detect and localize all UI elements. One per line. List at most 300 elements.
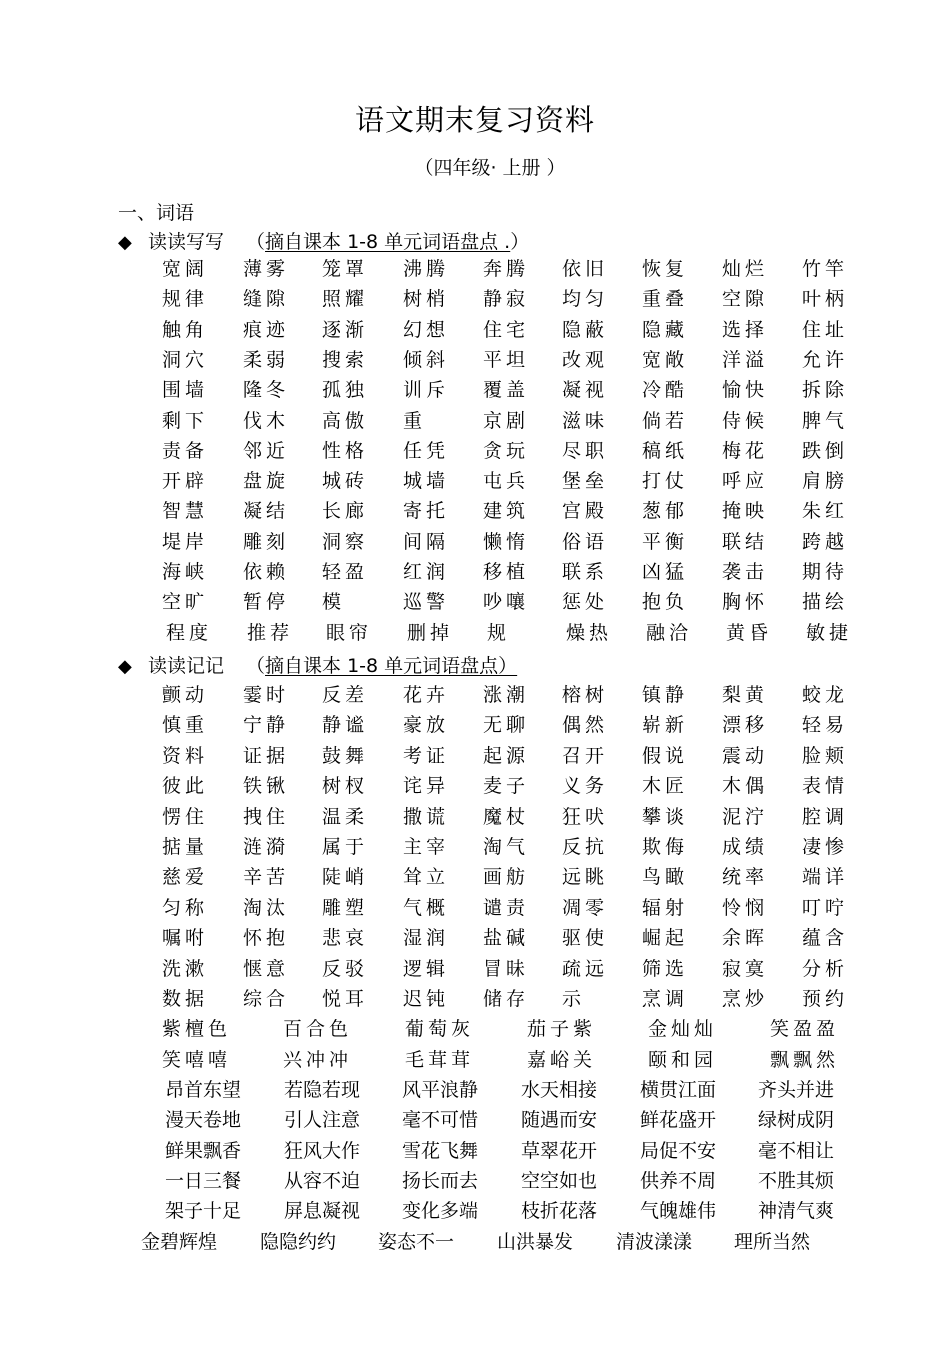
- word-cell: 堤岸: [162, 530, 209, 553]
- word-cell: 气魄雄伟: [640, 1200, 717, 1223]
- word-cell: 规律: [162, 288, 209, 311]
- word-cell: 隐隐约约: [260, 1230, 337, 1253]
- word-cell: 榕树: [562, 684, 609, 706]
- word-row: [0, 1136, 950, 1166]
- word-cell: 涨潮: [483, 684, 530, 706]
- word-cell: 删掉: [407, 621, 454, 644]
- word-row: [0, 254, 950, 284]
- word-cell: 召开: [562, 744, 609, 767]
- word-cell: 肩膀: [802, 470, 849, 493]
- word-cell: 住址: [802, 318, 849, 341]
- word-cell: 引人注意: [284, 1109, 361, 1132]
- word-row: [0, 496, 950, 526]
- word-cell: 悲哀: [322, 927, 369, 950]
- word-cell: 燥热: [566, 621, 613, 644]
- word-cell: 凝视: [562, 379, 609, 402]
- word-cell: 惩处: [562, 591, 609, 614]
- word-cell: 预约: [802, 988, 849, 1010]
- word-cell: 金碧辉煌: [141, 1230, 218, 1253]
- word-cell: 轻易: [802, 714, 849, 737]
- word-cell: 洋溢: [722, 348, 769, 371]
- word-cell: 训斥: [403, 379, 450, 402]
- word-cell: 任凭: [403, 439, 450, 462]
- word-cell: 打仗: [642, 470, 689, 493]
- word-cell: 鼓舞: [322, 744, 369, 767]
- word-cell: 眼帘: [326, 621, 373, 644]
- word-row: [0, 923, 950, 953]
- word-cell: 豪放: [403, 714, 450, 737]
- section-source-open: （: [246, 655, 266, 677]
- word-cell: 水天相接: [521, 1079, 598, 1101]
- word-cell: 攀谈: [642, 805, 689, 828]
- word-cell: 齐头并进: [758, 1079, 835, 1101]
- word-cell: 轻盈: [322, 561, 369, 583]
- word-cell: 堡垒: [562, 470, 609, 493]
- word-cell: 冷酷: [642, 379, 689, 402]
- diamond-bullet-icon: ◆: [118, 232, 132, 253]
- word-cell: 触角: [162, 318, 209, 341]
- word-cell: 推荐: [247, 621, 294, 644]
- section-heading-vocabulary: 一、词语: [118, 202, 195, 224]
- word-cell: 依赖: [243, 561, 290, 583]
- word-cell: 木匠: [642, 775, 689, 798]
- word-cell: 雪花飞舞: [402, 1139, 479, 1162]
- word-cell: 综合: [243, 988, 290, 1010]
- word-cell: 隐藏: [642, 318, 689, 341]
- word-cell: 拽住: [243, 805, 290, 828]
- word-cell: 随遇而安: [521, 1109, 598, 1132]
- word-cell: 余晖: [722, 927, 769, 950]
- word-cell: 融洽: [646, 621, 693, 644]
- word-cell: 属于: [322, 836, 369, 858]
- word-cell: 期待: [802, 561, 849, 583]
- word-cell: 痕迹: [243, 318, 290, 341]
- word-cell: 凋零: [562, 896, 609, 919]
- word-cell: 成绩: [722, 836, 769, 858]
- word-cell: 笑嘻嘻: [162, 1048, 232, 1071]
- word-cell: 凶猛: [642, 561, 689, 583]
- word-cell: 规: [487, 621, 511, 644]
- word-cell: 暂停: [243, 591, 290, 614]
- word-row: [0, 618, 950, 648]
- word-cell: 贪玩: [483, 439, 530, 462]
- word-cell: 伐木: [243, 409, 290, 432]
- word-cell: 搜索: [322, 348, 369, 371]
- word-cell: 梨黄: [722, 684, 769, 706]
- word-row: [0, 802, 950, 832]
- word-row: [0, 832, 950, 862]
- word-cell: 统率: [722, 866, 769, 889]
- word-cell: 屏息凝视: [284, 1200, 361, 1223]
- word-cell: 跨越: [802, 530, 849, 553]
- word-cell: 智慧: [162, 500, 209, 523]
- word-cell: 颐和园: [648, 1048, 718, 1071]
- word-cell: 昂首东望: [165, 1079, 242, 1101]
- word-row: [0, 436, 950, 466]
- word-row: [0, 1075, 950, 1105]
- word-cell: 叶柄: [802, 288, 849, 311]
- word-cell: 烹调: [642, 988, 689, 1010]
- word-row: [0, 1105, 950, 1135]
- word-cell: 掂量: [162, 836, 209, 858]
- word-cell: 若隐若现: [284, 1079, 361, 1101]
- word-cell: 局促不安: [640, 1139, 717, 1162]
- word-cell: 笼罩: [322, 258, 369, 280]
- word-cell: 储存: [483, 988, 530, 1010]
- word-cell: 漫天卷地: [165, 1109, 242, 1132]
- word-cell: 尽职: [562, 439, 609, 462]
- section-title: 读读记记: [148, 655, 225, 677]
- word-cell: 魔杖: [483, 805, 530, 828]
- word-cell: 红润: [403, 561, 450, 583]
- word-cell: 长廊: [322, 500, 369, 523]
- word-cell: 起源: [483, 744, 530, 767]
- word-cell: 树梢: [403, 288, 450, 311]
- word-row: [0, 1045, 950, 1075]
- word-cell: 画舫: [483, 866, 530, 889]
- word-cell: 茄子紫: [527, 1018, 597, 1040]
- word-cell: 颤动: [162, 684, 209, 706]
- word-cell: 泥泞: [722, 805, 769, 828]
- word-cell: 驱使: [562, 927, 609, 950]
- section-source: 摘自课本 1-8 单元词语盘点）: [265, 655, 518, 677]
- word-cell: 怜悯: [722, 896, 769, 919]
- word-cell: 开辟: [162, 470, 209, 493]
- word-row: [0, 710, 950, 740]
- word-row: [0, 984, 950, 1014]
- word-cell: 百合色: [283, 1018, 353, 1040]
- word-cell: 反驳: [322, 957, 369, 980]
- word-row: [0, 315, 950, 345]
- word-cell: 诧异: [403, 775, 450, 798]
- word-cell: 枝折花落: [521, 1200, 598, 1223]
- word-cell: 间隔: [403, 530, 450, 553]
- word-cell: 空隙: [722, 288, 769, 311]
- page-title: 语文期末复习资料: [354, 103, 595, 137]
- word-cell: 树杈: [322, 775, 369, 798]
- word-cell: 宫殿: [562, 500, 609, 523]
- word-cell: 洞穴: [162, 348, 209, 371]
- word-cell: 欺侮: [642, 836, 689, 858]
- word-cell: 敏捷: [806, 621, 853, 644]
- word-cell: 联系: [562, 561, 609, 583]
- word-cell: 寄托: [403, 500, 450, 523]
- word-cell: 狂吠: [562, 805, 609, 828]
- word-cell: 掩映: [722, 500, 769, 523]
- word-row: [0, 1014, 950, 1044]
- word-cell: 抱负: [642, 591, 689, 614]
- word-cell: 证据: [243, 744, 290, 767]
- word-cell: 洗漱: [162, 957, 209, 980]
- word-cell: 吵嚷: [483, 591, 530, 614]
- word-row: [0, 587, 950, 617]
- word-row: [0, 1227, 950, 1257]
- word-cell: 紫檀色: [162, 1018, 232, 1040]
- word-cell: 清波漾漾: [616, 1230, 693, 1253]
- word-cell: 扬长而去: [402, 1169, 479, 1192]
- word-cell: 宁静: [243, 714, 290, 737]
- word-cell: 倘若: [642, 409, 689, 432]
- word-row: [0, 557, 950, 587]
- word-row: [0, 466, 950, 496]
- word-cell: 姿态不一: [378, 1230, 455, 1253]
- word-row: [0, 284, 950, 314]
- word-cell: 逐渐: [322, 318, 369, 341]
- word-cell: 沸腾: [403, 258, 450, 280]
- word-cell: 铁锹: [243, 775, 290, 798]
- word-cell: 理所当然: [734, 1230, 811, 1253]
- word-cell: 黄昏: [726, 621, 773, 644]
- word-cell: 供养不周: [640, 1169, 717, 1192]
- word-cell: 霎时: [243, 684, 290, 706]
- word-cell: 鲜花盛开: [640, 1109, 717, 1132]
- word-cell: 绿树成阴: [758, 1109, 835, 1132]
- word-cell: 重: [403, 409, 427, 432]
- word-cell: 资料: [162, 744, 209, 767]
- section-source-close: ）: [510, 231, 530, 253]
- word-cell: 城砖: [322, 470, 369, 493]
- word-cell: 平衡: [642, 530, 689, 553]
- word-cell: 隐蔽: [562, 318, 609, 341]
- word-cell: 烹炒: [722, 988, 769, 1010]
- word-cell: 覆盖: [483, 379, 530, 402]
- word-cell: 允许: [802, 348, 849, 371]
- word-cell: 城墙: [403, 470, 450, 493]
- word-cell: 悦耳: [322, 988, 369, 1010]
- section-title: 读读写写: [148, 231, 225, 253]
- word-cell: 表情: [802, 775, 849, 798]
- word-cell: 义务: [562, 775, 609, 798]
- word-cell: 兴冲冲: [283, 1048, 353, 1071]
- word-cell: 横贯江面: [640, 1079, 717, 1101]
- section-source: 摘自课本 1-8 单元词语盘点 .: [265, 231, 511, 253]
- word-cell: 变化多端: [402, 1200, 479, 1223]
- word-row: [0, 680, 950, 710]
- word-cell: 不胜其烦: [758, 1169, 835, 1192]
- word-cell: 端详: [802, 866, 849, 889]
- word-cell: 竹竿: [802, 258, 849, 280]
- word-cell: 崛起: [642, 927, 689, 950]
- word-row: [0, 406, 950, 436]
- word-cell: 盘旋: [243, 470, 290, 493]
- word-cell: 京剧: [483, 409, 530, 432]
- word-cell: 慎重: [162, 714, 209, 737]
- word-cell: 脸颊: [802, 744, 849, 767]
- word-cell: 辛苦: [243, 866, 290, 889]
- word-cell: 雕塑: [322, 896, 369, 919]
- word-cell: 建筑: [483, 500, 530, 523]
- word-cell: 鲜果飘香: [165, 1139, 242, 1162]
- word-cell: 镇静: [642, 684, 689, 706]
- word-cell: 脾气: [802, 409, 849, 432]
- word-cell: 彼此: [162, 775, 209, 798]
- word-cell: 性格: [322, 439, 369, 462]
- diamond-bullet-icon: ◆: [118, 656, 132, 677]
- word-cell: 毫不相让: [758, 1139, 835, 1162]
- word-cell: 湿润: [403, 927, 450, 950]
- word-row: [0, 893, 950, 923]
- word-cell: 逻辑: [403, 957, 450, 980]
- word-cell: 从容不迫: [284, 1169, 361, 1192]
- word-cell: 叮咛: [802, 896, 849, 919]
- word-cell: 陡峭: [322, 866, 369, 889]
- word-cell: 邻近: [243, 439, 290, 462]
- word-cell: 柔弱: [243, 348, 290, 371]
- word-cell: 葡萄灰: [405, 1018, 475, 1040]
- word-cell: 一日三餐: [165, 1169, 242, 1192]
- word-row: [0, 527, 950, 557]
- word-cell: 孤独: [322, 379, 369, 402]
- word-cell: 侍候: [722, 409, 769, 432]
- word-cell: 雕刻: [243, 530, 290, 553]
- word-cell: 联结: [722, 530, 769, 553]
- word-cell: 怀抱: [243, 927, 290, 950]
- word-cell: 洞察: [322, 530, 369, 553]
- word-cell: 示: [562, 988, 586, 1010]
- word-cell: 金灿灿: [648, 1018, 718, 1040]
- word-cell: 葱郁: [642, 500, 689, 523]
- word-row: [0, 375, 950, 405]
- word-cell: 跌倒: [802, 439, 849, 462]
- word-cell: 淘汰: [243, 896, 290, 919]
- word-cell: 薄雾: [243, 258, 290, 280]
- word-cell: 俗语: [562, 530, 609, 553]
- word-cell: 辐射: [642, 896, 689, 919]
- word-row: [0, 345, 950, 375]
- word-cell: 迟钝: [403, 988, 450, 1010]
- word-cell: 均匀: [562, 288, 609, 311]
- word-cell: 神清气爽: [758, 1200, 835, 1223]
- word-cell: 静寂: [483, 288, 530, 311]
- section-label-read-write: [118, 227, 529, 254]
- word-cell: 寂寞: [722, 957, 769, 980]
- word-cell: 描绘: [802, 591, 849, 614]
- word-cell: 责备: [162, 439, 209, 462]
- word-cell: 嘱咐: [162, 927, 209, 950]
- word-cell: 狂风大作: [284, 1139, 361, 1162]
- word-cell: 胸怀: [722, 591, 769, 614]
- word-cell: 懒惰: [483, 530, 530, 553]
- word-cell: 愉快: [722, 379, 769, 402]
- word-row: [0, 1166, 950, 1196]
- word-cell: 匀称: [162, 896, 209, 919]
- word-cell: 无聊: [483, 714, 530, 737]
- word-cell: 选择: [722, 318, 769, 341]
- word-cell: 倾斜: [403, 348, 450, 371]
- word-row: [0, 771, 950, 801]
- word-cell: 涟漪: [243, 836, 290, 858]
- word-cell: 风平浪静: [402, 1079, 479, 1101]
- word-cell: 惬意: [243, 957, 290, 980]
- word-cell: 筛选: [642, 957, 689, 980]
- word-cell: 稿纸: [642, 439, 689, 462]
- word-cell: 震动: [722, 744, 769, 767]
- word-cell: 幻想: [403, 318, 450, 341]
- word-cell: 草翠花开: [521, 1139, 598, 1162]
- word-cell: 拆除: [802, 379, 849, 402]
- word-cell: 毛茸茸: [405, 1048, 475, 1071]
- word-cell: 分析: [802, 957, 849, 980]
- word-cell: 空空如也: [521, 1169, 598, 1192]
- word-cell: 谴责: [483, 896, 530, 919]
- word-cell: 恢复: [642, 258, 689, 280]
- word-cell: 撒谎: [403, 805, 450, 828]
- word-cell: 反抗: [562, 836, 609, 858]
- word-cell: 蛟龙: [802, 684, 849, 706]
- word-cell: 慈爱: [162, 866, 209, 889]
- word-cell: 疏远: [562, 957, 609, 980]
- word-cell: 考证: [403, 744, 450, 767]
- word-cell: 耸立: [403, 866, 450, 889]
- word-cell: 奔腾: [483, 258, 530, 280]
- word-cell: 数据: [162, 988, 209, 1010]
- word-cell: 围墙: [162, 379, 209, 402]
- word-cell: 剩下: [162, 409, 209, 432]
- word-cell: 宽敞: [642, 348, 689, 371]
- word-cell: 程度: [166, 621, 213, 644]
- page-subtitle: （四年级· 上册 ）: [414, 157, 566, 179]
- word-cell: 飘飘然: [770, 1048, 840, 1071]
- word-cell: 重叠: [642, 288, 689, 311]
- word-cell: 袭击: [722, 561, 769, 583]
- word-cell: 照耀: [322, 288, 369, 311]
- word-cell: 山洪暴发: [497, 1230, 574, 1253]
- word-cell: 高傲: [322, 409, 369, 432]
- word-cell: 笑盈盈: [770, 1018, 840, 1040]
- word-cell: 模: [322, 591, 346, 614]
- word-cell: 愣住: [162, 805, 209, 828]
- word-cell: 木偶: [722, 775, 769, 798]
- word-cell: 朱红: [802, 500, 849, 523]
- word-cell: 住宅: [483, 318, 530, 341]
- word-cell: 屯兵: [483, 470, 530, 493]
- word-cell: 淘气: [483, 836, 530, 858]
- word-cell: 偶然: [562, 714, 609, 737]
- word-cell: 鸟瞰: [642, 866, 689, 889]
- word-row: [0, 741, 950, 771]
- section-label-read-remember: [118, 651, 517, 678]
- word-cell: 漂移: [722, 714, 769, 737]
- word-row: [0, 1196, 950, 1226]
- word-cell: 灿烂: [722, 258, 769, 280]
- word-cell: 凝结: [243, 500, 290, 523]
- word-cell: 气概: [403, 896, 450, 919]
- word-cell: 静谧: [322, 714, 369, 737]
- word-cell: 滋味: [562, 409, 609, 432]
- word-cell: 架子十足: [165, 1200, 242, 1223]
- word-cell: 移植: [483, 561, 530, 583]
- word-cell: 假说: [642, 744, 689, 767]
- word-cell: 宽阔: [162, 258, 209, 280]
- word-cell: 主宰: [403, 836, 450, 858]
- word-cell: 远眺: [562, 866, 609, 889]
- word-cell: 空旷: [162, 591, 209, 614]
- word-cell: 凄惨: [802, 836, 849, 858]
- word-cell: 反差: [322, 684, 369, 706]
- word-cell: 温柔: [322, 805, 369, 828]
- section-source-open: （: [246, 231, 266, 253]
- word-cell: 盐碱: [483, 927, 530, 950]
- word-cell: 巡警: [403, 591, 450, 614]
- word-cell: 花卉: [403, 684, 450, 706]
- word-row: [0, 954, 950, 984]
- word-cell: 呼应: [722, 470, 769, 493]
- word-cell: 麦子: [483, 775, 530, 798]
- word-cell: 腔调: [802, 805, 849, 828]
- word-cell: 嘉峪关: [527, 1048, 597, 1071]
- word-cell: 依旧: [562, 258, 609, 280]
- word-cell: 平坦: [483, 348, 530, 371]
